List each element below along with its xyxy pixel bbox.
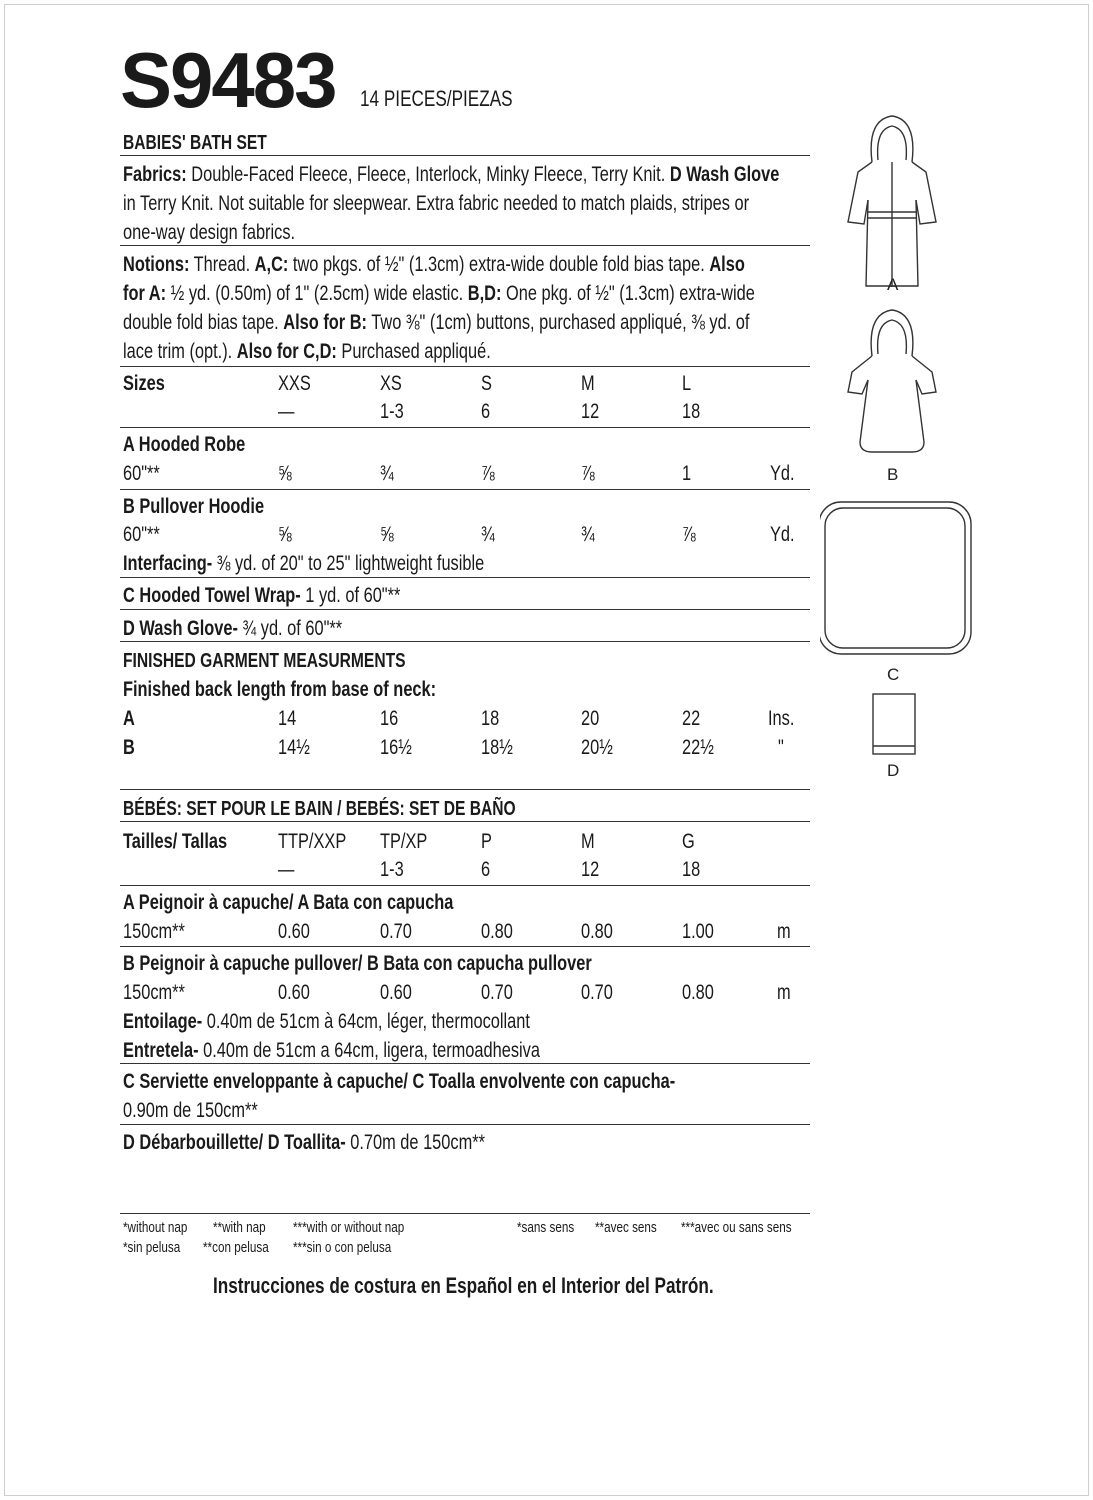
finished-row-label: B [123,736,135,759]
divider [120,577,810,578]
entretela-line [123,1038,540,1064]
yardage-cell: ¾ [481,523,495,546]
pattern-number: S9483 [120,36,336,124]
figure-a-label: A [887,275,899,294]
footnote: *sans sens [517,1219,575,1236]
fr-view-d-line [123,1130,485,1156]
fr-view-a-title: A Peignoir à capuche/ A Bata con capucha [123,891,454,914]
view-b-width: 60"** [123,523,160,546]
yardage-cell: ⅞ [581,462,595,485]
measure-cell: 16 [380,707,399,730]
pieces-count: 14 PIECES/PIEZAS [360,86,513,111]
spanish-instructions: Instrucciones de costura en Español en el Interior del Patrón. [213,1273,714,1298]
pattern-title: BABIES' BATH SET [123,132,267,154]
size-cell: M [581,830,595,853]
footnote: **with nap [213,1219,266,1236]
measure-cell: 22 [682,707,701,730]
divider [120,821,810,822]
notions-line-2 [123,281,755,307]
notions-text: double fold bias tape. [123,311,284,334]
size-cell: 12 [581,858,600,881]
interfacing-label: Interfacing- [123,552,213,575]
unit-cell: " [778,736,784,759]
unit-cell: Yd. [770,523,795,546]
notions-text: Two ⅜" (1cm) buttons, purchased appliqué, ⅜ yd. of [367,311,750,334]
divider [120,427,810,428]
unit-cell: Yd. [770,462,795,485]
yardage-cell: ¾ [380,462,394,485]
divider [120,1124,810,1125]
size-cell: XS [380,372,402,395]
entoilage-line [123,1009,530,1035]
measure-cell: 14½ [278,736,310,759]
notions-text: Also for C,D: [236,340,337,363]
size-cell: 1-3 [380,858,404,881]
fr-view-b-width: 150cm** [123,981,185,1004]
fr-view-c-label: C Serviette enveloppante à capuche/ C Toalla envolvente con capucha- [123,1070,676,1093]
fr-es-title: BÉBÉS: SET POUR LE BAIN / BEBÉS: SET DE BAÑO [123,798,516,820]
view-a-title: A Hooded Robe [123,433,246,456]
notions-text: B,D: [467,282,502,305]
notions-text: ½ yd. (0.50m) of 1" (2.5cm) wide elastic. [166,282,468,305]
divider [120,789,810,790]
footnote: **con pelusa [203,1239,269,1256]
yardage-cell: ¾ [581,523,595,546]
measure-cell: 20 [581,707,600,730]
divider [120,245,810,246]
meter-cell: 1.00 [682,920,714,943]
meter-cell: 0.80 [682,981,714,1004]
measure-cell: 14 [278,707,297,730]
footnote: ***with or without nap [293,1219,405,1236]
divider [120,1063,810,1064]
finished-subtitle: Finished back length from base of neck: [123,678,437,701]
notions-text: lace trim (opt.). [123,340,237,363]
divider [120,641,810,642]
notions-text: Thread. [189,253,255,276]
figure-a-robe-icon [848,116,936,286]
fr-view-a-width: 150cm** [123,920,185,943]
size-cell: 12 [581,400,600,423]
fabrics-line-3: one-way design fabrics. [123,221,296,244]
divider [120,366,810,367]
view-c-text: 1 yd. of 60"** [300,584,401,607]
size-cell: — [278,858,295,881]
meter-cell: 0.70 [481,981,513,1004]
footnote: **avec sens [595,1219,657,1236]
notions-text: for A: [123,282,167,305]
fabrics-text: Double-Faced Fleece, Fleece, Interlock, Minky Fleece, Terry Knit. [186,163,670,186]
footnote: ***avec ou sans sens [681,1219,792,1236]
unit-cell: Ins. [768,707,795,730]
garment-illustrations [820,110,980,790]
fr-view-d-text: 0.70m de 150cm** [345,1131,485,1154]
view-c-label: C Hooded Towel Wrap- [123,584,301,607]
fabrics-line-2: in Terry Knit. Not suitable for sleepwear. Extra fabric needed to match plaids, stripes or [123,192,750,215]
unit-cell: m [777,981,791,1004]
figure-c-towel-icon [820,502,971,654]
divider [120,609,810,610]
fabrics-line-1 [123,162,779,188]
yardage-cell: ⅞ [481,462,495,485]
size-cell: G [682,830,695,853]
view-a-width: 60"** [123,462,160,485]
notions-line-1 [123,252,745,278]
notions-label: Notions: [123,253,190,276]
size-cell: 6 [481,858,491,881]
yardage-cell: ⅝ [278,523,292,546]
notions-text: Also [709,253,745,276]
yardage-cell: ⅞ [682,523,696,546]
size-cell: — [278,400,295,423]
figure-b-label: B [887,465,899,484]
figure-d-glove-icon [873,694,915,754]
size-cell: 18 [682,858,701,881]
figure-c-label: C [887,665,900,684]
size-cell: M [581,372,595,395]
yardage-cell: ⅝ [278,462,292,485]
figure-d-label: D [887,761,900,780]
size-cell: TP/XP [380,830,428,853]
sizes-label: Sizes [123,372,165,395]
divider [120,946,810,947]
size-cell: XXS [278,372,311,395]
entoilage-text: 0.40m de 51cm à 64cm, léger, thermocollant [202,1010,530,1033]
unit-cell: m [777,920,791,943]
meter-cell: 0.80 [581,920,613,943]
notions-text: Purchased appliqué. [336,340,491,363]
footnote: *without nap [123,1219,188,1236]
divider [120,885,810,886]
measure-cell: 18 [481,707,500,730]
meter-cell: 0.60 [380,981,412,1004]
view-b-title: B Pullover Hoodie [123,495,265,518]
notions-line-3 [123,310,749,336]
footnote: ***sin o con pelusa [293,1239,392,1256]
notions-line-4 [123,339,491,365]
size-cell: TTP/XXP [278,830,347,853]
measure-cell: 22½ [682,736,714,759]
measure-cell: 18½ [481,736,513,759]
yardage-cell: 1 [682,462,692,485]
notions-text: two pkgs. of ½" (1.3cm) extra-wide double fold bias tape. [288,253,710,276]
divider [120,489,810,490]
meter-cell: 0.80 [481,920,513,943]
notions-text: A,C: [254,253,289,276]
interfacing-line [123,551,484,577]
finished-row-label: A [123,707,135,730]
fr-es-sizes-label: Tailles/ Tallas [123,830,228,853]
size-cell: P [481,830,492,853]
divider [120,1213,810,1214]
measure-cell: 20½ [581,736,613,759]
figure-b-hoodie-icon [848,310,936,452]
meter-cell: 0.70 [581,981,613,1004]
entoilage-label: Entoilage- [123,1010,203,1033]
fr-view-b-title: B Peignoir à capuche pullover/ B Bata con capucha pullover [123,952,592,975]
measure-cell: 16½ [380,736,412,759]
meter-cell: 0.60 [278,981,310,1004]
view-c-line [123,583,400,609]
meter-cell: 0.70 [380,920,412,943]
finished-title: FINISHED GARMENT MEASURMENTS [123,650,406,672]
notions-text: One pkg. of ½" (1.3cm) extra-wide [501,282,755,305]
size-cell: 1-3 [380,400,404,423]
divider [120,155,810,156]
notions-text: Also for B: [283,311,368,334]
footnote: *sin pelusa [123,1239,181,1256]
size-cell: 6 [481,400,491,423]
fr-view-c-text: 0.90m de 150cm** [123,1099,258,1122]
size-cell: S [481,372,492,395]
size-cell: L [682,372,692,395]
fabrics-wash-glove: D Wash Glove [669,163,780,186]
view-d-label: D Wash Glove- [123,617,238,640]
meter-cell: 0.60 [278,920,310,943]
interfacing-text: ⅜ yd. of 20" to 25" lightweight fusible [212,552,485,575]
entretela-label: Entretela- [123,1039,199,1062]
fr-view-d-label: D Débarbouillette/ D Toallita- [123,1131,346,1154]
size-cell: 18 [682,400,701,423]
fabrics-label: Fabrics: [123,163,187,186]
yardage-cell: ⅝ [380,523,394,546]
view-d-text: ¾ yd. of 60"** [237,617,343,640]
entretela-text: 0.40m de 51cm a 64cm, ligera, termoadhesiva [198,1039,540,1062]
view-d-line [123,616,342,642]
